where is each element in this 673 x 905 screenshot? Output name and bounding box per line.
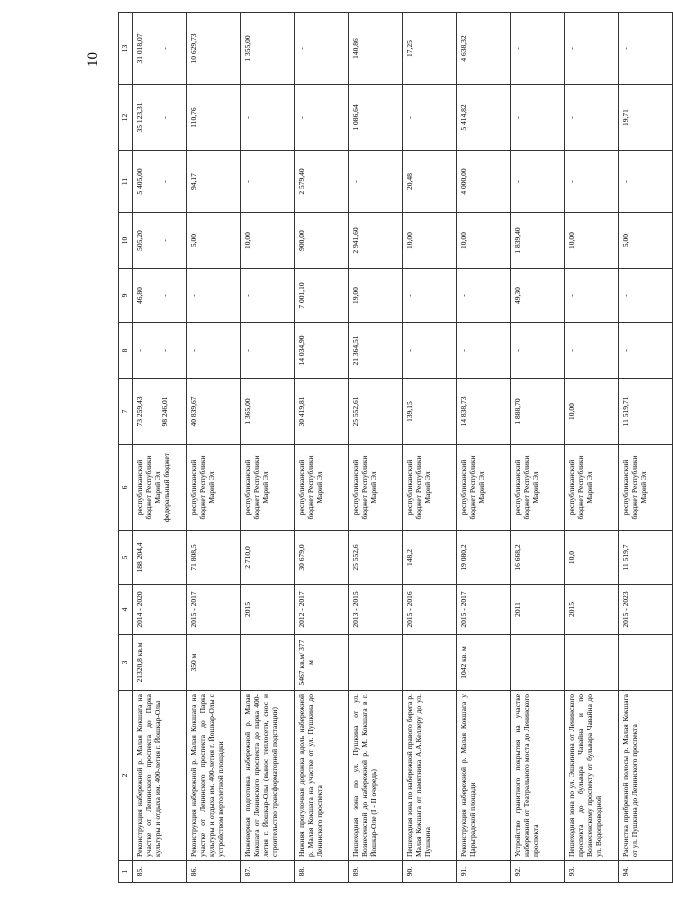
- amount-c8: [241, 323, 295, 379]
- amount-c8-value: -: [621, 349, 630, 352]
- row-number: 88.: [295, 861, 349, 883]
- amount-c7-value: 98 246,01: [160, 396, 170, 427]
- capacity: [241, 635, 295, 691]
- amount-c9-value: -: [189, 294, 198, 297]
- amount-c12: [241, 85, 295, 151]
- financing-source-value: федеральный бюджет: [162, 452, 172, 523]
- amount-c13: [349, 13, 403, 85]
- amount-c7: [349, 379, 403, 445]
- table-body: [133, 13, 673, 883]
- column-number-6: 6: [119, 445, 133, 531]
- estimated-cost: 10,0: [565, 531, 619, 585]
- amount-c13: [133, 13, 187, 85]
- amount-c11-value: 5 405,00: [135, 168, 144, 195]
- estimated-cost: 19 080,2: [457, 531, 511, 585]
- table-row: [349, 13, 403, 883]
- column-number-12: 12: [119, 85, 133, 151]
- amount-c11: [565, 151, 619, 213]
- amount-c9-value: -: [567, 294, 576, 297]
- financing-source: [133, 445, 187, 531]
- amount-c9-value: -: [243, 294, 252, 297]
- amount-c8: [295, 323, 349, 379]
- object-name: Реконструкция набережной р. Малая Кокшага у Царьградской площади: [457, 691, 511, 861]
- amount-c9: [457, 269, 511, 323]
- amount-c12: [619, 85, 673, 151]
- amount-c13-value: 4 638,32: [459, 35, 468, 62]
- amount-c7: [565, 379, 619, 445]
- capacity: 21320,8 кв.м: [133, 635, 187, 691]
- column-number-2: 2: [119, 691, 133, 861]
- row-number: 93.: [565, 861, 619, 883]
- amount-c8-value: -: [243, 349, 252, 352]
- table-row: [241, 13, 295, 883]
- amount-c7-value: 14 838,73: [459, 396, 468, 427]
- amount-c11-value: 94,17: [189, 173, 198, 190]
- row-number: 94.: [619, 861, 673, 883]
- amount-c7-value: 11 519,71: [621, 396, 630, 427]
- amount-c13: [619, 13, 673, 85]
- amount-c10: [403, 213, 457, 269]
- amount-c8-value: -: [459, 349, 468, 352]
- page-number: 10: [85, 52, 101, 67]
- amount-c7-value: 1 365,00: [243, 398, 252, 425]
- object-name: Пешеходная зона по ул. Эшкинина от Ленинского проспекта до бульвара Чавайна и по Вознесенскому проспекту от бульвара Чавайна до ул. Водопроводной: [565, 691, 619, 861]
- financing-source-value: республиканский бюджет Республики Марий Эл: [459, 455, 487, 520]
- column-number-1: 1: [119, 861, 133, 883]
- amount-c12-value: 19,71: [621, 109, 630, 126]
- amount-c12-value: 35 123,31: [135, 102, 144, 133]
- estimated-cost: 2 710,0: [241, 531, 295, 585]
- amount-c12: [295, 85, 349, 151]
- capacity: [619, 635, 673, 691]
- amount-c12-value: -: [160, 116, 170, 119]
- financing-source: [565, 445, 619, 531]
- amount-c13-value: -: [297, 47, 306, 50]
- amount-c9: [511, 269, 565, 323]
- financing-source-value: республиканский бюджет Республики Марий Эл: [621, 455, 649, 520]
- object-name: Реконструкция набережной р. Малая Кокшага на участке от Ленинского проспекта до Парка культуры и отдыха им. 400-летия г. Йошкар-Олы: [133, 691, 187, 861]
- amount-c9: [241, 269, 295, 323]
- amount-c12-value: 5 414,82: [459, 104, 468, 131]
- amount-c12-value: 1 086,64: [351, 104, 360, 131]
- amount-c7-value: 139,15: [405, 401, 414, 422]
- financing-source: [619, 445, 673, 531]
- amount-c8-value: -: [135, 349, 144, 352]
- amount-c10-value: 2 941,60: [351, 227, 360, 254]
- amount-c8: [133, 323, 187, 379]
- financing-source-value: республиканский бюджет Республики Марий Эл: [513, 455, 541, 520]
- object-name: Расчистка прибрежной полосы р. Малая Кокшага от ул. Пушкина до Ленинского проспекта: [619, 691, 673, 861]
- amount-c8-value: -: [189, 349, 198, 352]
- amount-c11-value: -: [513, 180, 522, 183]
- estimated-cost: 188 204,4: [133, 531, 187, 585]
- amount-c10-value: 10,00: [567, 232, 576, 249]
- amount-c7: [511, 379, 565, 445]
- amount-c11-value: -: [351, 180, 360, 183]
- amount-c9-value: -: [405, 294, 414, 297]
- amount-c7-value: 40 839,67: [189, 396, 198, 427]
- column-number-11: 11: [119, 151, 133, 213]
- amount-c10: [565, 213, 619, 269]
- table-row: [565, 13, 619, 883]
- financing-source-value: республиканский бюджет Республики Марий Эл: [351, 455, 379, 520]
- amount-c8-value: 21 364,51: [351, 335, 360, 366]
- period: 2015: [241, 585, 295, 635]
- amount-c9-value: -: [621, 294, 630, 297]
- amount-c11: [295, 151, 349, 213]
- amount-c10-value: 5,00: [189, 233, 198, 248]
- estimated-cost: 71 808,5: [187, 531, 241, 585]
- amount-c9-value: 7 001,10: [297, 282, 306, 309]
- object-name: Нижняя прогулочная дорожка вдоль набережной р. Малая Кокшага на участке от ул. Пушкина до Ленинского проспекта: [295, 691, 349, 861]
- amount-c9-value: 49,30: [513, 287, 522, 304]
- amount-c7: [295, 379, 349, 445]
- column-number-5: 5: [119, 531, 133, 585]
- column-number-row: [119, 13, 133, 883]
- table-row: [403, 13, 457, 883]
- amount-c7-value: 10,00: [567, 403, 576, 420]
- column-number-4: 4: [119, 585, 133, 635]
- amount-c12: [511, 85, 565, 151]
- amount-c11-value: -: [621, 180, 630, 183]
- period: 2013 - 2015: [349, 585, 403, 635]
- amount-c12: [133, 85, 187, 151]
- amount-c8: [511, 323, 565, 379]
- amount-c10: [295, 213, 349, 269]
- amount-c10-value: 505,20: [135, 230, 144, 251]
- table-row: [187, 13, 241, 883]
- amount-c8: [403, 323, 457, 379]
- amount-c10-value: 10,00: [405, 232, 414, 249]
- amount-c13: [511, 13, 565, 85]
- amount-c8: [349, 323, 403, 379]
- period: 2015 - 2023: [619, 585, 673, 635]
- amount-c13: [241, 13, 295, 85]
- object-name: Устройство гранитного покрытия на участке набережной от Театрального моста до Ленинского проспекта: [511, 691, 565, 861]
- row-number: 85.: [133, 861, 187, 883]
- amount-c7: [457, 379, 511, 445]
- amount-c7: [241, 379, 295, 445]
- amount-c12-value: -: [243, 116, 252, 119]
- amount-c11: [187, 151, 241, 213]
- amount-c11: [511, 151, 565, 213]
- amount-c10: [133, 213, 187, 269]
- amount-c13-value: -: [513, 47, 522, 50]
- amount-c10: [511, 213, 565, 269]
- financing-source-value: республиканский бюджет Республики Марий Эл: [243, 455, 271, 520]
- financing-source: [349, 445, 403, 531]
- period: 2015: [565, 585, 619, 635]
- capacity: 350 м: [187, 635, 241, 691]
- amount-c9: [133, 269, 187, 323]
- period: 2015 - 2017: [457, 585, 511, 635]
- amount-c13-value: 10 629,73: [189, 33, 198, 64]
- financing-source: [187, 445, 241, 531]
- capacity: [403, 635, 457, 691]
- amount-c11: [403, 151, 457, 213]
- amount-c10-value: 10,00: [459, 232, 468, 249]
- object-name: Реконструкция набережной р. Малая Кокшага на участке от Ленинского проспекта до Парка культуры и отдыха им. 400-летия г. Йошкар-Олы с устройством вертолетной площадки: [187, 691, 241, 861]
- amount-c11-value: -: [567, 180, 576, 183]
- amount-c11: [619, 151, 673, 213]
- financing-source: [295, 445, 349, 531]
- estimated-cost: 148,2: [403, 531, 457, 585]
- table-row: [511, 13, 565, 883]
- amount-c10: [187, 213, 241, 269]
- amount-c9-value: -: [459, 294, 468, 297]
- financing-source-value: республиканский бюджет Республики Марий Эл: [297, 455, 325, 520]
- amount-c12-value: -: [567, 116, 576, 119]
- amount-c13: [403, 13, 457, 85]
- financing-source-value: республиканский бюджет Республики Марий Эл: [567, 455, 595, 520]
- amount-c10-value: 10,00: [243, 232, 252, 249]
- period: 2015 - 2016: [403, 585, 457, 635]
- period: 2011: [511, 585, 565, 635]
- amount-c7: [187, 379, 241, 445]
- period: 2012 - 2017: [295, 585, 349, 635]
- amount-c11: [349, 151, 403, 213]
- amount-c13-value: -: [621, 47, 630, 50]
- amount-c10-value: -: [160, 239, 170, 242]
- table-row: [457, 13, 511, 883]
- row-number: 91.: [457, 861, 511, 883]
- amount-c9-value: 19,00: [351, 287, 360, 304]
- program-table: [118, 12, 673, 883]
- amount-c13-value: -: [160, 47, 170, 50]
- amount-c7: [619, 379, 673, 445]
- table-row: [133, 13, 187, 883]
- financing-source-value: республиканский бюджет Республики Марий Эл: [405, 455, 433, 520]
- period: 2015 - 2017: [187, 585, 241, 635]
- capacity: [511, 635, 565, 691]
- estimated-cost: 11 519,7: [619, 531, 673, 585]
- row-number: 92.: [511, 861, 565, 883]
- amount-c12: [403, 85, 457, 151]
- capacity: [349, 635, 403, 691]
- column-number-8: 8: [119, 323, 133, 379]
- row-number: 89.: [349, 861, 403, 883]
- amount-c13: [295, 13, 349, 85]
- rotated-table-area: [118, 13, 649, 883]
- amount-c12-value: -: [297, 116, 306, 119]
- amount-c12: [565, 85, 619, 151]
- column-number-10: 10: [119, 213, 133, 269]
- amount-c13: [565, 13, 619, 85]
- amount-c10-value: 5,00: [621, 233, 630, 248]
- amount-c10: [241, 213, 295, 269]
- amount-c7: [133, 379, 187, 445]
- amount-c11-value: -: [243, 180, 252, 183]
- amount-c10-value: 1 839,40: [513, 227, 522, 254]
- amount-c9: [349, 269, 403, 323]
- amount-c12-value: -: [513, 116, 522, 119]
- object-name: Пешеходная зона по ул. Пушкина от ул. Вознесенской до набережной р. М. Кокшага в г. Йошкар-Оле (I - II очередь): [349, 691, 403, 861]
- amount-c11-value: 2 579,40: [297, 168, 306, 195]
- amount-c11-value: 20,48: [405, 173, 414, 190]
- amount-c10: [619, 213, 673, 269]
- table-row: [295, 13, 349, 883]
- financing-source: [403, 445, 457, 531]
- amount-c9: [295, 269, 349, 323]
- estimated-cost: 16 668,2: [511, 531, 565, 585]
- amount-c7-value: 1 888,70: [513, 398, 522, 425]
- amount-c11: [457, 151, 511, 213]
- amount-c13-value: 1 355,00: [243, 35, 252, 62]
- amount-c8: [565, 323, 619, 379]
- amount-c13-value: 31 018,07: [135, 33, 144, 64]
- amount-c7: [403, 379, 457, 445]
- financing-source-value: республиканский бюджет Республики Марий Эл: [189, 455, 217, 520]
- amount-c11-value: -: [160, 180, 170, 183]
- financing-source-value: республиканский бюджет Республики Марий Эл: [135, 455, 163, 520]
- amount-c13-value: -: [567, 47, 576, 50]
- amount-c9: [565, 269, 619, 323]
- financing-source: [457, 445, 511, 531]
- amount-c9-value: -: [160, 294, 170, 297]
- capacity: [565, 635, 619, 691]
- amount-c7-value: 73 259,43: [135, 396, 144, 427]
- table-row: [619, 13, 673, 883]
- amount-c12: [187, 85, 241, 151]
- amount-c9: [187, 269, 241, 323]
- amount-c8-value: 14 034,90: [297, 335, 306, 366]
- amount-c12: [457, 85, 511, 151]
- object-name: Пешеходная зона по набережной правого берега р. Малая Кокшага от памятника А.А.Келлеру до ул. Пушкина: [403, 691, 457, 861]
- amount-c10-value: 900,00: [297, 230, 306, 251]
- amount-c9: [403, 269, 457, 323]
- amount-c8-value: -: [160, 349, 170, 352]
- column-number-13: 13: [119, 13, 133, 85]
- row-number: 87.: [241, 861, 295, 883]
- amount-c8: [457, 323, 511, 379]
- column-number-7: 7: [119, 379, 133, 445]
- column-number-9: 9: [119, 269, 133, 323]
- financing-source: [241, 445, 295, 531]
- amount-c13-value: 17,25: [405, 40, 414, 57]
- column-number-3: 3: [119, 635, 133, 691]
- capacity: 5467 кв.м/ 377 м: [295, 635, 349, 691]
- financing-source: [511, 445, 565, 531]
- amount-c10: [349, 213, 403, 269]
- amount-c8-value: -: [513, 349, 522, 352]
- amount-c11-value: 4 000,00: [459, 168, 468, 195]
- amount-c7-value: 30 419,81: [297, 396, 306, 427]
- amount-c8: [619, 323, 673, 379]
- amount-c7-value: 25 552,61: [351, 396, 360, 427]
- amount-c8-value: -: [567, 349, 576, 352]
- object-name: Инженерная подготовка набережной р. Малая Кокшага от Ленинского проспекта до парка 400-летия г. Йошкар-Олы (вынос теплосети, снос и строительство трансформаторной подстанции): [241, 691, 295, 861]
- period: 2014 - 2020: [133, 585, 187, 635]
- estimated-cost: 30 679,0: [295, 531, 349, 585]
- amount-c13: [457, 13, 511, 85]
- amount-c12-value: 110,76: [189, 107, 198, 128]
- capacity: 1042 кв. м: [457, 635, 511, 691]
- amount-c12: [349, 85, 403, 151]
- row-number: 86.: [187, 861, 241, 883]
- amount-c13: [187, 13, 241, 85]
- amount-c11: [241, 151, 295, 213]
- amount-c9: [619, 269, 673, 323]
- amount-c8-value: -: [405, 349, 414, 352]
- amount-c9-value: 46,80: [135, 287, 144, 304]
- amount-c8: [187, 323, 241, 379]
- amount-c13-value: 140,86: [351, 38, 360, 59]
- amount-c12-value: -: [405, 116, 414, 119]
- row-number: 90.: [403, 861, 457, 883]
- estimated-cost: 25 552,6: [349, 531, 403, 585]
- amount-c10: [457, 213, 511, 269]
- amount-c11: [133, 151, 187, 213]
